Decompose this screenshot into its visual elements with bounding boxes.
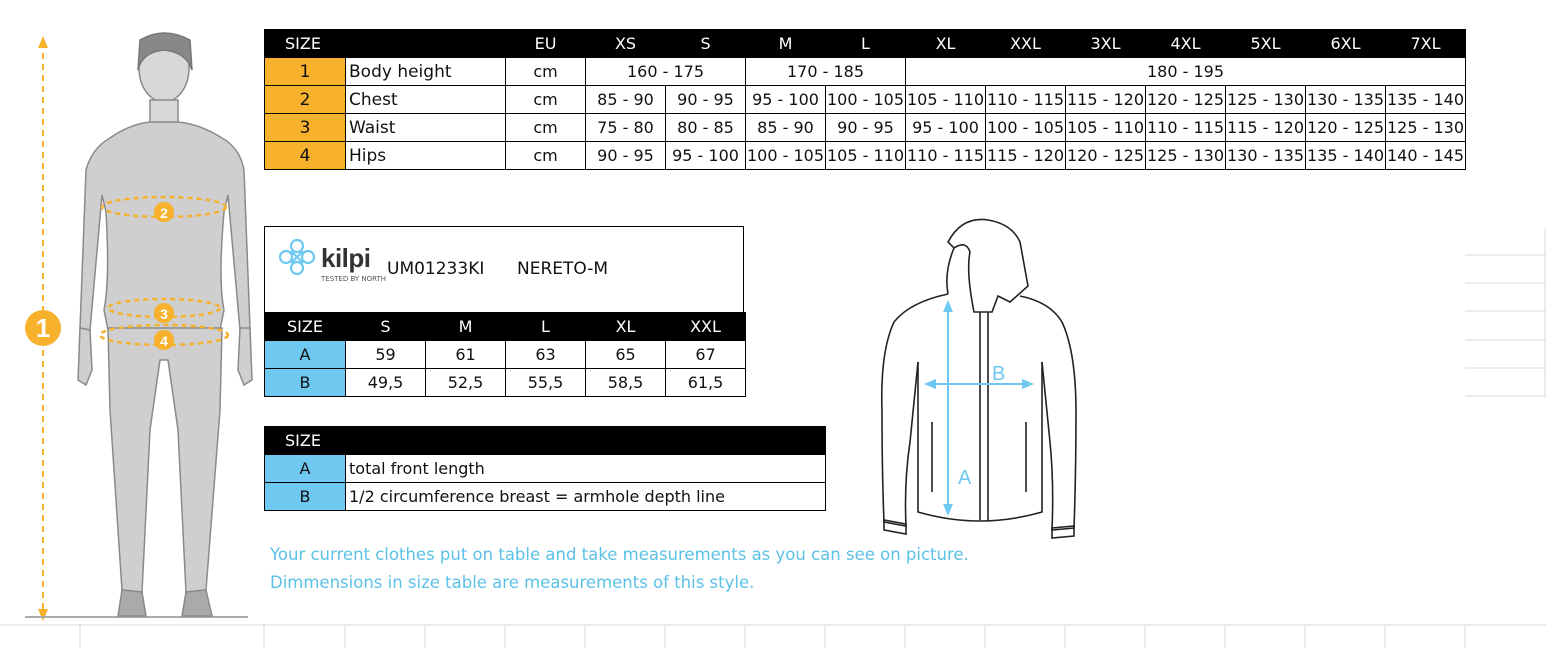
svg-text:3: 3 — [160, 306, 168, 322]
arrow-a — [943, 300, 953, 516]
legend-text: 1/2 circumference breast = armhole depth line — [346, 483, 826, 511]
label-a: A — [958, 467, 972, 489]
col-header-xs: XS — [586, 30, 666, 58]
value-cell: 61,5 — [666, 369, 746, 397]
value-cell: 135 - 140 — [1386, 86, 1466, 114]
value-cell: 95 - 100 — [746, 86, 826, 114]
row-label: Body height — [346, 58, 506, 86]
row-number: 4 — [265, 142, 346, 170]
jacket-diagram — [870, 212, 1090, 552]
value-cell: 67 — [666, 341, 746, 369]
product-name: NERETO-M — [517, 259, 609, 279]
instruction-note: Your current clothes put on table and take measurements as you can see on picture. — [270, 545, 969, 564]
range-cell: 170 - 185 — [746, 58, 906, 86]
label-b: B — [992, 363, 1006, 385]
eu-header: EU — [506, 30, 586, 58]
value-cell: 95 - 100 — [906, 114, 986, 142]
table-row — [265, 369, 746, 397]
col-header-xxl: XXL — [666, 313, 746, 341]
unit-cell: cm — [506, 114, 586, 142]
range-cell: 180 - 195 — [906, 58, 1466, 86]
size-header: SIZE — [265, 427, 826, 455]
value-cell: 115 - 120 — [986, 142, 1066, 170]
unit-cell: cm — [506, 58, 586, 86]
row-key: B — [265, 369, 346, 397]
value-cell: 90 - 95 — [826, 114, 906, 142]
size-table-header — [265, 30, 1466, 58]
marker-3 — [154, 303, 174, 323]
value-cell: 140 - 145 — [1386, 142, 1466, 170]
value-cell: 105 - 110 — [1066, 114, 1146, 142]
product-header — [264, 226, 744, 312]
size-header: SIZE — [265, 313, 346, 341]
value-cell: 130 - 135 — [1226, 142, 1306, 170]
value-cell: 55,5 — [506, 369, 586, 397]
table-row — [265, 58, 1466, 86]
value-cell: 115 - 120 — [1066, 86, 1146, 114]
knot-icon — [277, 237, 317, 277]
marker-4 — [154, 330, 174, 350]
value-cell: 120 - 125 — [1066, 142, 1146, 170]
range-cell: 160 - 175 — [586, 58, 746, 86]
value-cell: 105 - 110 — [826, 142, 906, 170]
row-number: 2 — [265, 86, 346, 114]
row-key: A — [265, 455, 346, 483]
table-row — [265, 455, 826, 483]
measurement-legend — [264, 426, 826, 511]
marker-2 — [154, 202, 174, 222]
value-cell: 120 - 125 — [1146, 86, 1226, 114]
value-cell: 85 - 90 — [746, 114, 826, 142]
product-table-header — [265, 313, 746, 341]
brand-name: kilpi — [321, 243, 371, 273]
row-number: 3 — [265, 114, 346, 142]
value-cell: 110 - 115 — [906, 142, 986, 170]
value-cell: 95 - 100 — [666, 142, 746, 170]
table-row — [265, 341, 746, 369]
value-cell: 63 — [506, 341, 586, 369]
col-header-s: S — [346, 313, 426, 341]
product-code: UM01233KI — [387, 259, 485, 279]
size-table — [264, 29, 1466, 170]
value-cell: 100 - 105 — [986, 114, 1066, 142]
value-cell: 125 - 130 — [1146, 142, 1226, 170]
brand-tagline: TESTED BY NORTH — [321, 275, 387, 283]
legend-text: total front length — [346, 455, 826, 483]
value-cell: 100 - 105 — [746, 142, 826, 170]
col-header-xl: XL — [906, 30, 986, 58]
col-header-3xl: 3XL — [1066, 30, 1146, 58]
table-row — [265, 86, 1466, 114]
row-label: Waist — [346, 114, 506, 142]
value-cell: 90 - 95 — [666, 86, 746, 114]
size-header: SIZE — [265, 30, 506, 58]
value-cell: 110 - 115 — [986, 86, 1066, 114]
value-cell: 58,5 — [586, 369, 666, 397]
svg-text:2: 2 — [160, 205, 168, 221]
marker-1 — [25, 310, 61, 346]
row-key: A — [265, 341, 346, 369]
col-header-xl: XL — [586, 313, 666, 341]
value-cell: 135 - 140 — [1306, 142, 1386, 170]
col-header-m: M — [426, 313, 506, 341]
col-header-6xl: 6XL — [1306, 30, 1386, 58]
col-header-xxl: XXL — [986, 30, 1066, 58]
svg-text:4: 4 — [160, 333, 168, 349]
value-cell: 49,5 — [346, 369, 426, 397]
product-size-table — [264, 312, 746, 397]
col-header-s: S — [666, 30, 746, 58]
value-cell: 125 - 130 — [1386, 114, 1466, 142]
value-cell: 80 - 85 — [666, 114, 746, 142]
svg-text:1: 1 — [35, 313, 51, 343]
row-label: Hips — [346, 142, 506, 170]
value-cell: 61 — [426, 341, 506, 369]
value-cell: 85 - 90 — [586, 86, 666, 114]
table-row — [265, 142, 1466, 170]
unit-cell: cm — [506, 142, 586, 170]
table-row — [265, 483, 826, 511]
unit-cell: cm — [506, 86, 586, 114]
value-cell: 115 - 120 — [1226, 114, 1306, 142]
value-cell: 59 — [346, 341, 426, 369]
value-cell: 130 - 135 — [1306, 86, 1386, 114]
row-label: Chest — [346, 86, 506, 114]
col-header-l: L — [826, 30, 906, 58]
row-number: 1 — [265, 58, 346, 86]
value-cell: 52,5 — [426, 369, 506, 397]
col-header-4xl: 4XL — [1146, 30, 1226, 58]
jacket-outline — [882, 219, 1076, 538]
value-cell: 100 - 105 — [826, 86, 906, 114]
instruction-note: Dimmensions in size table are measurements of this style. — [270, 573, 755, 592]
brand-logo — [277, 237, 387, 285]
legend-header — [265, 427, 826, 455]
col-header-5xl: 5XL — [1226, 30, 1306, 58]
value-cell: 75 - 80 — [586, 114, 666, 142]
value-cell: 120 - 125 — [1306, 114, 1386, 142]
table-row — [265, 114, 1466, 142]
value-cell: 125 - 130 — [1226, 86, 1306, 114]
value-cell: 65 — [586, 341, 666, 369]
body-measurement-figure — [0, 30, 262, 625]
arrow-b — [924, 379, 1034, 389]
col-header-l: L — [506, 313, 586, 341]
row-key: B — [265, 483, 346, 511]
value-cell: 90 - 95 — [586, 142, 666, 170]
value-cell: 110 - 115 — [1146, 114, 1226, 142]
col-header-7xl: 7XL — [1386, 30, 1466, 58]
value-cell: 105 - 110 — [906, 86, 986, 114]
col-header-m: M — [746, 30, 826, 58]
